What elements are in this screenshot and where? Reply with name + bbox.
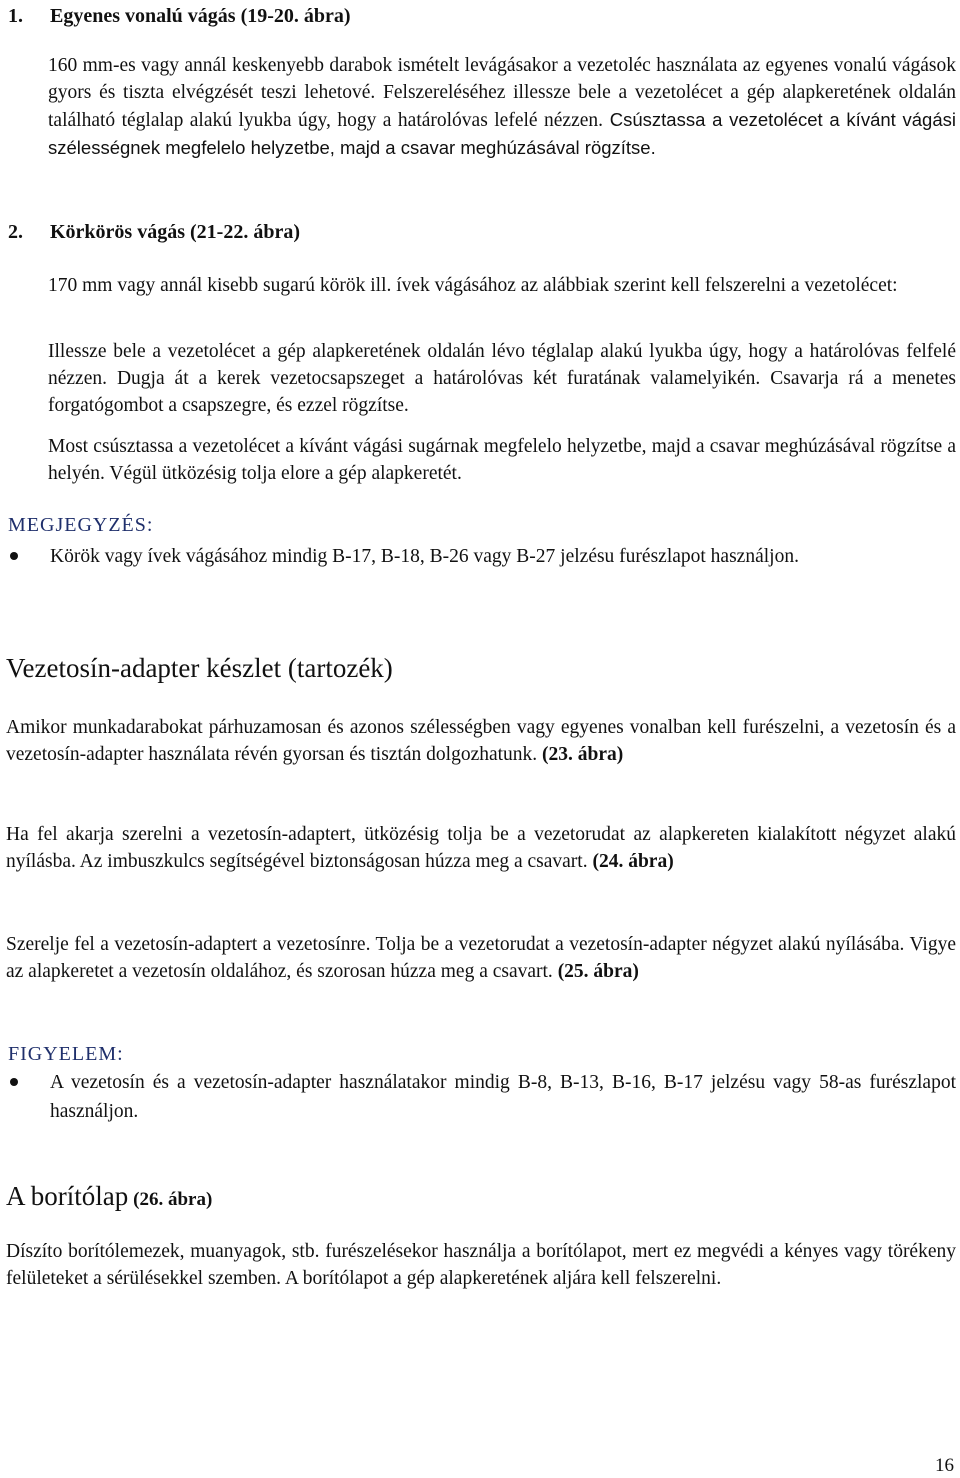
section-1-text-serif: 160 mm-es vagy annál keskenyebb darabok ismételt levágásakor a vezetoléc használata az egyenes vonalú vágások gyors és tiszta elvégzését teszi lehetové. Felszereléséhez illessze bele a vezetolécet a gép alapkeretének oldalán található téglalap alakú lyukba úgy, hogy a határolóvas lefelé nézzen. xyxy=(48,55,956,131)
adapter-paragraph-1-ref: (23. ábra) xyxy=(542,744,624,765)
warning-heading: FIGYELEM: xyxy=(8,1043,124,1065)
note-bullet-text: Körök vagy ívek vágásához mindig B-17, B-18, B-26 vagy B-27 jelzésu furészlapot használjon. xyxy=(50,546,799,567)
adapter-heading: Vezetosín-adapter készlet (tartozék) xyxy=(6,653,393,683)
adapter-paragraph-3-ref: (25. ábra) xyxy=(557,961,639,982)
adapter-paragraph-3 xyxy=(6,931,956,985)
cover-ref: (26. ábra) xyxy=(133,1189,213,1210)
note-heading: MEGJEGYZÉS: xyxy=(8,514,154,536)
section-2-paragraph-2: Illessze bele a vezetolécet a gép alapkeretének oldalán lévo téglalap alakú lyukba úgy, hogy a határolóvas felfelé nézzen. Dugja át a kerek vezetocsapszeget a határolóvas két furatának valamelyikén. Csavarja rá a menetes forgatógombot a csapszegre, és ezzel rögzítse. xyxy=(48,341,956,416)
section-2-paragraph-3: Most csúsztassa a vezetolécet a kívánt vágási sugárnak megfelelo helyzetbe, majd a csavar meghúzásával rögzítse a helyén. Végül ütközésig tolja elore a gép alapkeretét. xyxy=(48,436,956,484)
warning-bullet-text: A vezetosín és a vezetosín-adapter használatakor mindig B-8, B-13, B-16, B-17 jelzésu vagy 58-as furészlapot használjon. xyxy=(50,1072,956,1122)
adapter-paragraph-2-text: Ha fel akarja szerelni a vezetosín-adaptert, ütközésig tolja be a vezetorudat az alapkereten kialakított négyzet alakú nyílásba. Az imbuszkulcs segítségével biztonságosan húzza meg a csavart. xyxy=(6,824,956,872)
bullet-icon xyxy=(10,1078,18,1086)
adapter-paragraph-2 xyxy=(6,821,956,875)
section-1-title: Egyenes vonalú vágás (19-20. ábra) xyxy=(50,5,351,27)
section-1-paragraph xyxy=(48,52,956,162)
page-number: 16 xyxy=(935,1455,954,1476)
section-1-heading xyxy=(8,4,351,28)
adapter-paragraph-1 xyxy=(6,714,956,768)
adapter-paragraph-1-text: Amikor munkadarabokat párhuzamosan és azonos szélességben vagy egyenes vonalban kell furészelni, a vezetosín és a vezetosín-adapter használata révén gyorsan és tisztán dolgozhatunk. xyxy=(6,717,956,765)
adapter-paragraph-3-text: Szerelje fel a vezetosín-adaptert a vezetosínre. Tolja be a vezetorudat a vezetosín-adapter négyzet alakú nyílásába. Vigye az alapkeretet a vezetosín oldalához, és szorosan húzza meg a csavart. xyxy=(6,934,956,982)
section-2-heading xyxy=(8,220,300,244)
section-1-number: 1. xyxy=(8,5,23,27)
cover-title: A borítólap xyxy=(6,1181,129,1211)
section-2-paragraph-1: 170 mm vagy annál kisebb sugarú körök ill. ívek vágásához az alábbiak szerint kell felszerelni a vezetolécet: xyxy=(48,275,898,296)
cover-paragraph: Díszíto borítólemezek, muanyagok, stb. furészelésekor használja a borítólapot, mert ez megvédi a kényes vagy törékeny felületeket a sérülésekkel szemben. A borítólapot a gép alapkeretének aljára kell felszerelni. xyxy=(6,1241,956,1289)
section-1-text-sans: Csúsztassa a vezetolécet a kívánt vágási szélességnek megfelelo helyzetbe, majd a csavar meghúzásával rögzítse. xyxy=(48,109,956,158)
adapter-paragraph-2-ref: (24. ábra) xyxy=(592,851,674,872)
bullet-icon xyxy=(10,552,18,560)
section-2-number: 2. xyxy=(8,221,23,243)
section-2-title: Körkörös vágás (21-22. ábra) xyxy=(50,221,300,243)
cover-heading xyxy=(6,1180,212,1216)
